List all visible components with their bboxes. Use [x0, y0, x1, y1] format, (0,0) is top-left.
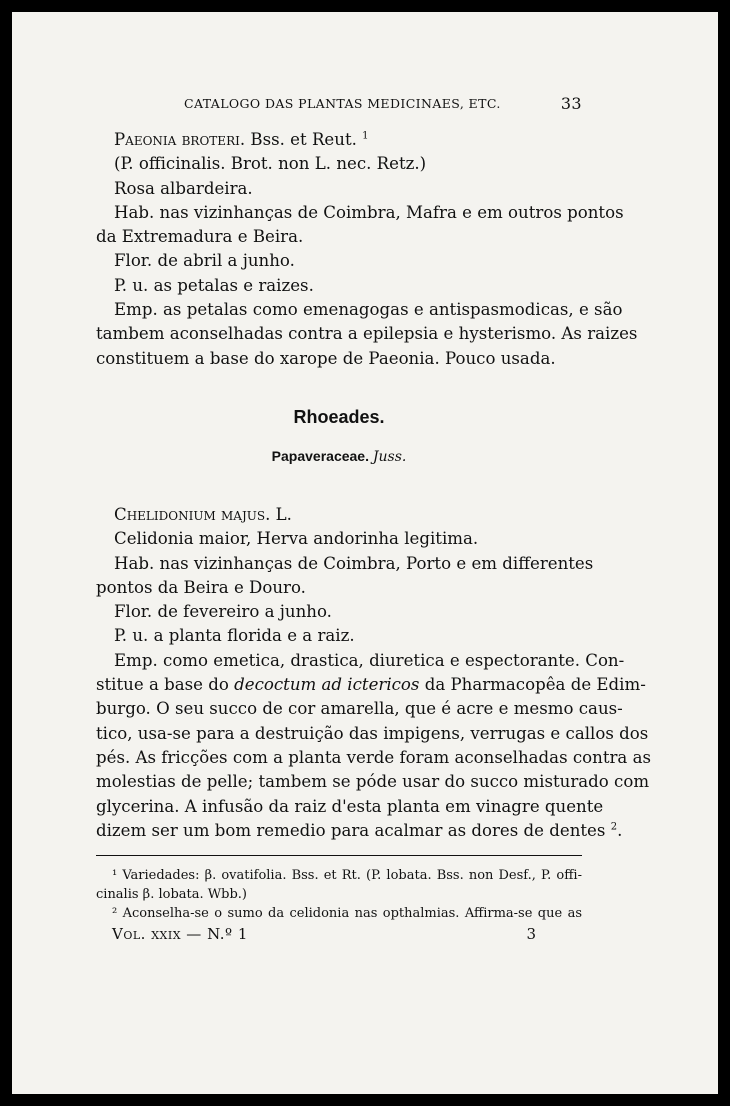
species-heading	[96, 503, 582, 527]
species-authority: L.	[270, 504, 292, 524]
species-name: Chelidonium majus.	[114, 504, 271, 524]
text-line: (P. officinalis. Brot. non L. nec. Retz.)	[114, 154, 427, 174]
text-line: Emp. as petalas como emenagogas e antispasmodicas, e são	[114, 300, 623, 320]
footnote-rule	[96, 855, 582, 856]
footnote-ref: 1	[362, 130, 369, 142]
text-line: Hab. nas vizinhanças de Coimbra, Mafra e em outros pontos	[114, 202, 624, 222]
footnote-ref: 2	[610, 821, 618, 833]
species-heading	[96, 128, 582, 152]
footnotes	[96, 866, 582, 923]
text-line: pés. As fricções com a planta verde foram aconselhadas contra as	[96, 747, 652, 767]
text-line: da Extremadura e Beira.	[96, 227, 304, 247]
footnote-line: cinalis β. lobata. Wbb.)	[96, 887, 247, 903]
text-line: Hab. nas vizinhanças de Coimbra, Porto e em differentes	[114, 553, 594, 573]
italic-term: decoctum ad ictericos	[234, 675, 420, 695]
signature-line	[96, 925, 582, 949]
signature-number: 3	[526, 925, 536, 944]
entry-paeonia	[96, 128, 638, 371]
text-line: Rosa albardeira.	[114, 178, 253, 198]
running-head	[96, 94, 582, 116]
family-heading	[96, 448, 582, 465]
family-name: Papaveraceae.	[271, 447, 369, 464]
running-title: CATALOGO DAS PLANTAS MEDICINAES, ETC.	[184, 96, 501, 111]
family-authority: Juss.	[372, 448, 407, 465]
footnote-line: ¹ Variedades: β. ovatifolia. Bss. et Rt. (P. lobata. Bss. non Desf., P. offi-	[112, 868, 582, 884]
text-line: burgo. O seu succo de cor amarella, que é acre e mesmo caus-	[96, 699, 623, 719]
species-authority: Bss. et Reut.	[245, 130, 357, 149]
text-line: pontos da Beira e Douro.	[96, 577, 306, 597]
entry-chelidonium	[96, 503, 652, 843]
page	[12, 12, 718, 1094]
text-line	[96, 819, 623, 843]
text-line: Emp. como emetica, drastica, diuretica e espectorante. Con-	[114, 650, 625, 670]
text-line: P. u. a planta florida e a raiz.	[114, 626, 355, 646]
text-line: Flor. de abril a junho.	[114, 251, 295, 271]
text-line: constituem a base do xarope de Paeonia. Pouco usada.	[96, 348, 556, 368]
volume-signature: Vol. xxix — N.º 1	[112, 925, 248, 944]
text-line: Celidonia maior, Herva andorinha legitima.	[114, 529, 479, 549]
species-name: Paeonia broteri.	[114, 130, 246, 149]
text-fragment: dizem ser um bom remedio para acalmar as dores de dentes	[96, 820, 606, 840]
order-title: Rhoeades.	[293, 406, 385, 427]
text-line: glycerina. A infusão da raiz d'esta planta em vinagre quente	[96, 796, 604, 816]
text-block	[96, 94, 652, 949]
page-number: 33	[560, 94, 582, 113]
text-fragment: .	[617, 820, 623, 840]
text-line: P. u. as petalas e raizes.	[114, 275, 314, 295]
text-line: tambem aconselhadas contra a epilepsia e hysterismo. As raizes	[96, 324, 638, 344]
text-line	[96, 673, 646, 697]
text-fragment: da Pharmacopêa de Edim-	[419, 675, 646, 695]
footnote-line: ² Aconselha-se o sumo da celidonia nas opthalmias. Affirma-se que as	[112, 906, 582, 922]
text-line: molestias de pelle; tambem se póde usar do succo misturado com	[96, 772, 650, 792]
text-fragment: stitue a base do	[96, 675, 235, 695]
text-line: tico, usa-se para a destruição das impigens, verrugas e callos dos	[96, 723, 649, 743]
text-line: Flor. de fevereiro a junho.	[114, 602, 332, 622]
